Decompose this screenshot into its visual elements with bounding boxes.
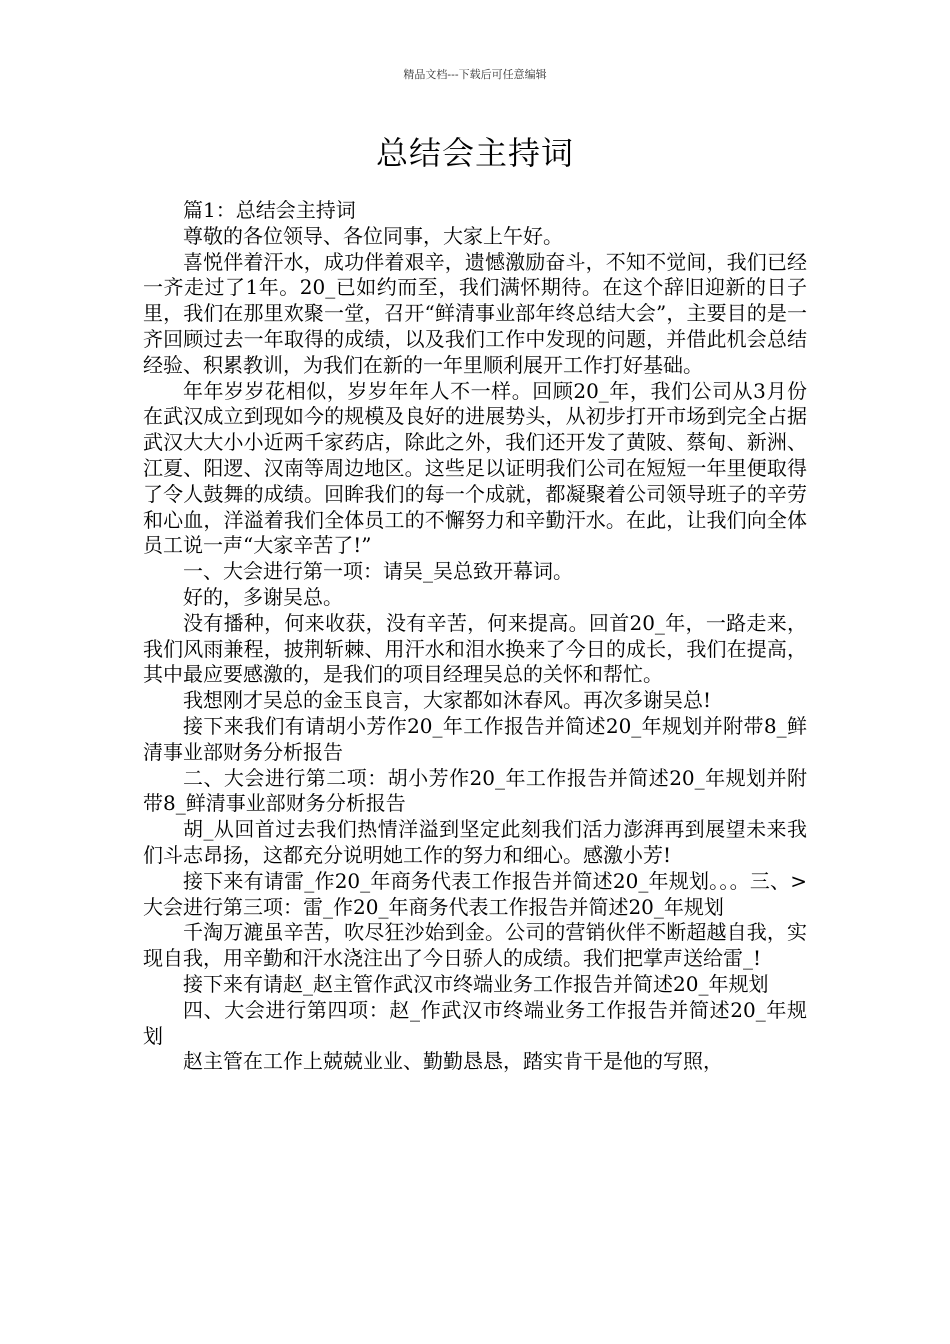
paragraph: 二、大会进行第二项：胡小芳作20_年工作报告并简述20_年规划并附带8_鲜清事业部财务分析报告 xyxy=(143,765,807,816)
paragraph: 年年岁岁花相似，岁岁年年人不一样。回顾20_年，我们公司从3月份在武汉成立到现如今的规模及良好的进展势头，从初步打开市场到完全占据武汉大大小小近两千家药店，除此之外，我们还开发了黄陂、蔡甸、新洲、江夏、阳逻、汉南等周边地区。这些足以证明我们公司在短短一年里便取得了令人鼓舞的成绩。回眸我们的每一个成就，都凝聚着公司领导班子的辛劳和心血，洋溢着我们全体员工的不懈努力和辛勤汗水。在此，让我们向全体员工说一声“大家辛苦了!” xyxy=(143,378,807,558)
paragraph: 没有播种，何来收获，没有辛苦，何来提高。回首20_年，一路走来，我们风雨兼程，披荆斩棘、用汗水和泪水换来了今日的成长，我们在提高，其中最应要感激的，是我们的项目经理吴总的关怀和帮忙。 xyxy=(143,610,807,687)
page-header: 精品文档---下载后可任意编辑 xyxy=(403,68,547,81)
paragraph: 接下来有请雷_作20_年商务代表工作报告并简述20_年规划。。。三、>大会进行第三项：雷_作20_年商务代表工作报告并简述20_年规划 xyxy=(143,868,807,919)
paragraph: 我想刚才吴总的金玉良言，大家都如沐春风。再次多谢吴总! xyxy=(183,688,712,713)
paragraph: 胡_从回首过去我们热情洋溢到坚定此刻我们活力澎湃再到展望未来我们斗志昂扬，这都充分说明她工作的努力和细心。感激小芳! xyxy=(143,817,807,867)
paragraph: 接下来我们有请胡小芳作20_年工作报告并简述20_年规划并附带8_鲜清事业部财务分析报告 xyxy=(143,713,807,764)
paragraph: 一、大会进行第一项：请吴_吴总致开幕词。 xyxy=(183,559,573,584)
paragraph: 尊敬的各位领导、各位同事，大家上午好。 xyxy=(183,223,563,248)
paragraph: 篇1：总结会主持词 xyxy=(183,198,356,222)
paragraph: 喜悦伴着汗水，成功伴着艰辛，遗憾激励奋斗，不知不觉间，我们已经一齐走过了1年。20_已如约而至，我们满怀期待。在这个辞旧迎新的日子里，我们在那里欢聚一堂，召开“鲜清事业部年终总结大会”，主要目的是一齐回顾过去一年取得的成绩，以及我们工作中发现的问题，并借此机会总结经验、积累教训，为我们在新的一年里顺利展开工作打好基础。 xyxy=(143,249,807,377)
document-body xyxy=(143,198,807,1075)
paragraph: 接下来有请赵_赵主管作武汉市终端业务工作报告并简述20_年规划 xyxy=(183,971,769,996)
paragraph: 千淘万漉虽辛苦，吹尽狂沙始到金。公司的营销伙伴不断超越自我，实现自我，用辛勤和汗水浇注出了今日骄人的成绩。我们把掌声送给雷_! xyxy=(143,920,807,971)
document-title: 总结会主持词 xyxy=(375,134,574,172)
paragraph: 好的，多谢吴总。 xyxy=(183,584,343,609)
paragraph: 四、大会进行第四项：赵_作武汉市终端业务工作报告并简述20_年规划 xyxy=(143,997,807,1048)
paragraph: 赵主管在工作上兢兢业业、勤勤恳恳，踏实肯干是他的写照， xyxy=(183,1049,723,1074)
